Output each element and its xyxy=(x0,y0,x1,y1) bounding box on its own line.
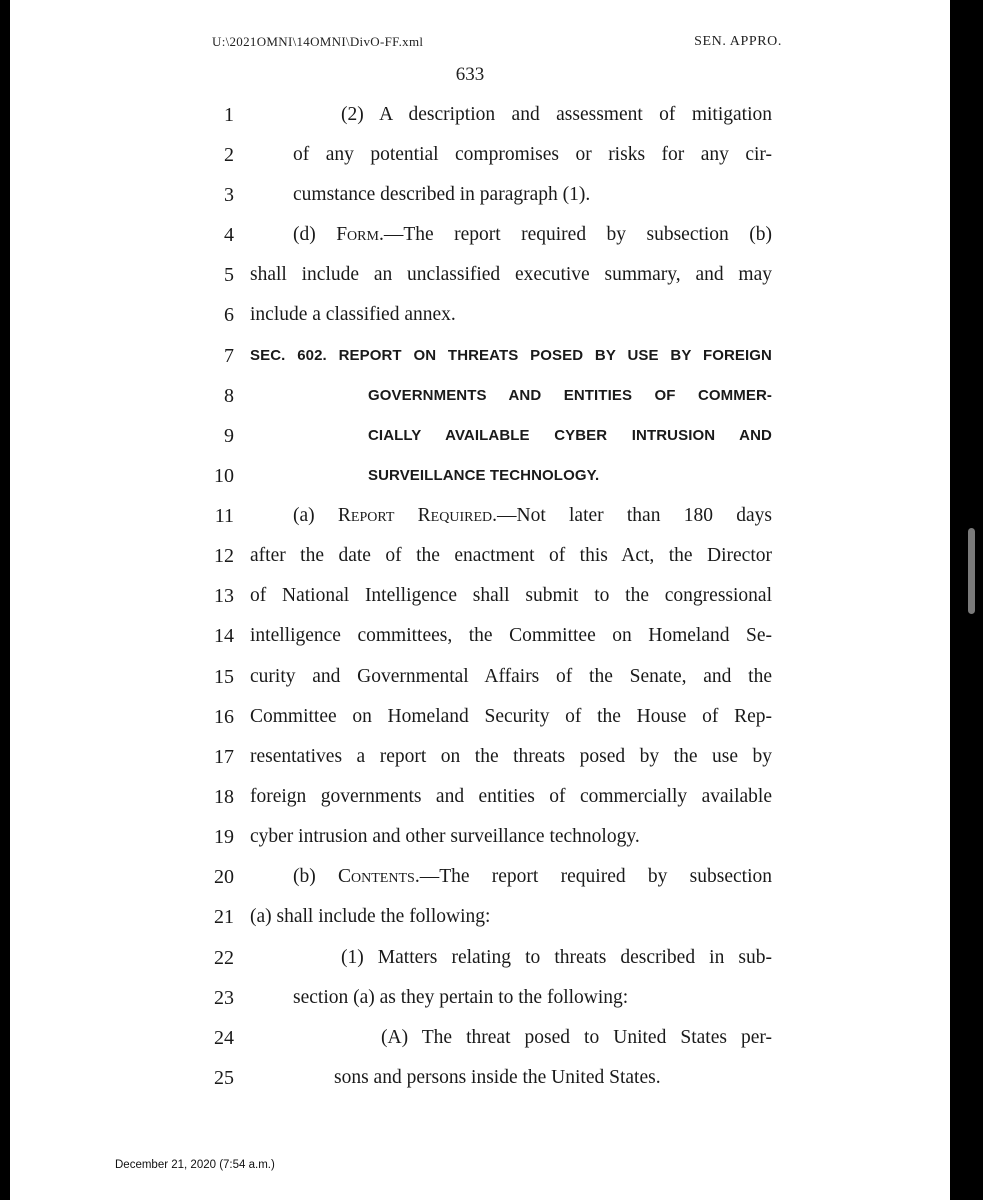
subsection-heading: Form xyxy=(336,224,379,245)
line-number: 22 xyxy=(214,947,234,969)
text-line xyxy=(10,697,950,737)
subsection-label: (d) xyxy=(293,224,337,245)
text-line xyxy=(10,817,950,857)
line-text: intelligence committees, the Committee on Homeland Se- xyxy=(250,625,772,646)
line-text-rest: .—The report required by subsection (b) xyxy=(378,224,772,245)
subsection-heading: Report Required xyxy=(337,505,493,526)
text-line xyxy=(10,255,950,295)
text-line xyxy=(10,1058,950,1098)
subsection-heading: Contents xyxy=(338,866,415,887)
line-number: 11 xyxy=(214,505,234,527)
text-line xyxy=(10,175,950,215)
text-line xyxy=(10,616,950,656)
vertical-scrollbar[interactable] xyxy=(968,528,975,614)
line-number: 20 xyxy=(214,866,234,888)
line-number: 4 xyxy=(224,224,234,246)
line-text: (a) shall include the following: xyxy=(250,906,491,927)
line-number: 15 xyxy=(214,666,234,688)
page-number: 633 xyxy=(455,64,485,85)
line-number: 14 xyxy=(214,625,234,647)
line-text: resentatives a report on the threats posed by the use by xyxy=(250,746,772,767)
line-number: 12 xyxy=(214,545,234,567)
text-line xyxy=(10,295,950,335)
line-text: cyber intrusion and other surveillance technology. xyxy=(250,826,640,847)
line-number: 9 xyxy=(224,425,234,447)
section-heading-line xyxy=(10,336,950,376)
line-text: sons and persons inside the United States. xyxy=(334,1067,661,1088)
line-text-rest: .—The report required by subsection xyxy=(414,866,772,887)
line-text: include a classified annex. xyxy=(250,304,456,325)
line-number: 25 xyxy=(214,1067,234,1089)
text-line xyxy=(10,536,950,576)
text-line xyxy=(10,737,950,777)
section-heading: CIALLY AVAILABLE CYBER INTRUSION AND xyxy=(368,427,772,444)
line-number: 23 xyxy=(214,987,234,1009)
line-text-rest: .—Not later than 180 days xyxy=(492,505,772,526)
text-line xyxy=(10,657,950,697)
line-number: 7 xyxy=(224,345,234,367)
line-text: after the date of the enactment of this Act, the Director xyxy=(250,545,772,566)
line-number: 2 xyxy=(224,144,234,166)
line-number: 10 xyxy=(214,465,234,487)
line-number: 6 xyxy=(224,304,234,326)
line-number: 19 xyxy=(214,826,234,848)
line-text xyxy=(293,496,772,536)
line-number: 21 xyxy=(214,906,234,928)
section-heading-line xyxy=(10,376,950,416)
line-text xyxy=(293,215,772,255)
line-number: 24 xyxy=(214,1027,234,1049)
line-number: 1 xyxy=(224,104,234,126)
subsection-label: (a) xyxy=(293,505,338,526)
line-text: Committee on Homeland Security of the House of Rep- xyxy=(250,706,772,727)
line-number: 17 xyxy=(214,746,234,768)
text-line xyxy=(10,496,950,536)
text-line xyxy=(10,978,950,1018)
line-number: 16 xyxy=(214,706,234,728)
line-text: foreign governments and entities of commercially available xyxy=(250,786,772,807)
line-text: shall include an unclassified executive summary, and may xyxy=(250,264,772,285)
line-number: 3 xyxy=(224,184,234,206)
line-number: 18 xyxy=(214,786,234,808)
line-text: (A) The threat posed to United States per- xyxy=(381,1027,772,1048)
section-heading: SURVEILLANCE TECHNOLOGY. xyxy=(368,467,600,484)
line-number: 5 xyxy=(224,264,234,286)
text-line xyxy=(10,576,950,616)
section-heading-line xyxy=(10,456,950,496)
text-line xyxy=(10,1018,950,1058)
line-text: curity and Governmental Affairs of the Senate, and the xyxy=(250,666,772,687)
line-text: (1) Matters relating to threats described in sub- xyxy=(341,947,772,968)
footer-timestamp: December 21, 2020 (7:54 a.m.) xyxy=(115,1159,275,1171)
text-line xyxy=(10,938,950,978)
text-line xyxy=(10,95,950,135)
header-committee: SEN. APPRO. xyxy=(694,34,782,49)
line-text: of any potential compromises or risks for any cir- xyxy=(293,144,772,165)
line-number: 8 xyxy=(224,385,234,407)
document-page xyxy=(10,0,950,1200)
line-number: 13 xyxy=(214,585,234,607)
line-text: section (a) as they pertain to the following: xyxy=(293,987,629,1008)
text-line xyxy=(10,135,950,175)
section-heading: SEC. 602. REPORT ON THREATS POSED BY USE BY FOREIGN xyxy=(250,347,772,364)
header-file-path: U:\2021OMNI\14OMNI\DivO-FF.xml xyxy=(212,34,424,49)
text-line xyxy=(10,215,950,255)
line-text: of National Intelligence shall submit to the congressional xyxy=(250,585,772,606)
line-text: cumstance described in paragraph (1). xyxy=(293,184,591,205)
line-text xyxy=(293,857,772,897)
text-line xyxy=(10,857,950,897)
subsection-label: (b) xyxy=(293,866,339,887)
section-heading: GOVERNMENTS AND ENTITIES OF COMMER- xyxy=(368,387,772,404)
text-line xyxy=(10,897,950,937)
section-heading-line xyxy=(10,416,950,456)
line-text: (2) A description and assessment of mitigation xyxy=(341,104,772,125)
text-line xyxy=(10,777,950,817)
